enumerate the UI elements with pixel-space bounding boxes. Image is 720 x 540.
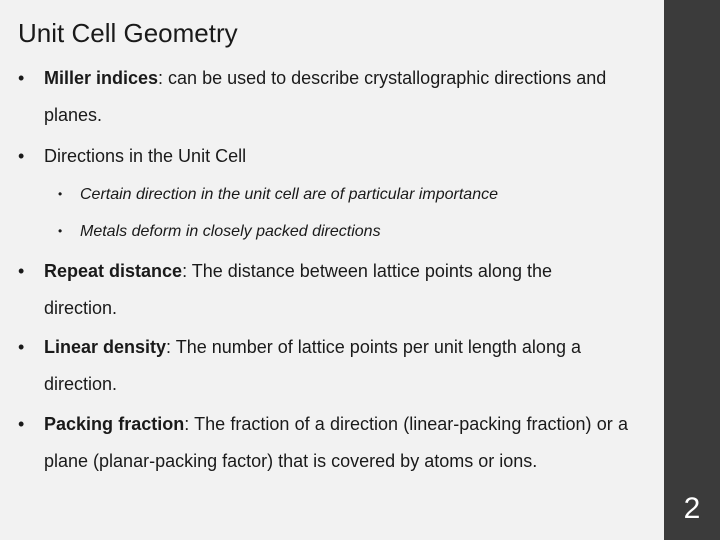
bullet-directions (18, 138, 628, 175)
sub-bullet-text: Certain direction in the unit cell are of particular importance (80, 186, 498, 203)
bullet-description: : The number of lattice points per unit length along a direction. (44, 337, 581, 394)
bullet-dot: • (18, 68, 25, 88)
bullet-miller-indices (18, 60, 628, 134)
bullet-text (44, 329, 628, 403)
sub-bullet-importance (58, 176, 618, 213)
bullet-text (44, 406, 628, 480)
sub-bullet-dot: • (58, 187, 63, 201)
bullet-dot: • (18, 261, 25, 281)
bullet-term: Repeat distance (44, 261, 183, 281)
sub-bullet-text: Metals deform in closely packed directions (80, 223, 381, 240)
bullet-description: : The distance between lattice points along the direction. (44, 261, 552, 318)
page-number: 2 (683, 492, 701, 525)
bullet-description: : The fraction of a direction (linear-packing fraction) or a plane (planar-packing factor) that is covered by atoms or ions. (44, 414, 628, 471)
bullet-dot: • (18, 337, 25, 357)
bullet-dot: • (18, 146, 25, 166)
bullet-description: : can be used to describe crystallographic directions and planes. (44, 68, 607, 125)
sub-bullet-metals-deform (58, 213, 618, 250)
slide-title: Unit Cell Geometry (18, 18, 238, 48)
bullet-repeat-distance (18, 253, 628, 327)
side-bar (664, 0, 720, 540)
sub-bullet-dot: • (58, 224, 63, 238)
bullet-text (44, 60, 628, 134)
bullet-term: Linear density (44, 337, 167, 357)
bullet-text: Directions in the Unit Cell (44, 146, 247, 166)
bullet-dot: • (18, 414, 25, 434)
bullet-term: Miller indices (44, 68, 159, 88)
bullet-term: Packing fraction (44, 414, 185, 434)
bullet-packing-fraction (18, 406, 628, 480)
bullet-linear-density (18, 329, 628, 403)
bullet-text (44, 253, 628, 327)
